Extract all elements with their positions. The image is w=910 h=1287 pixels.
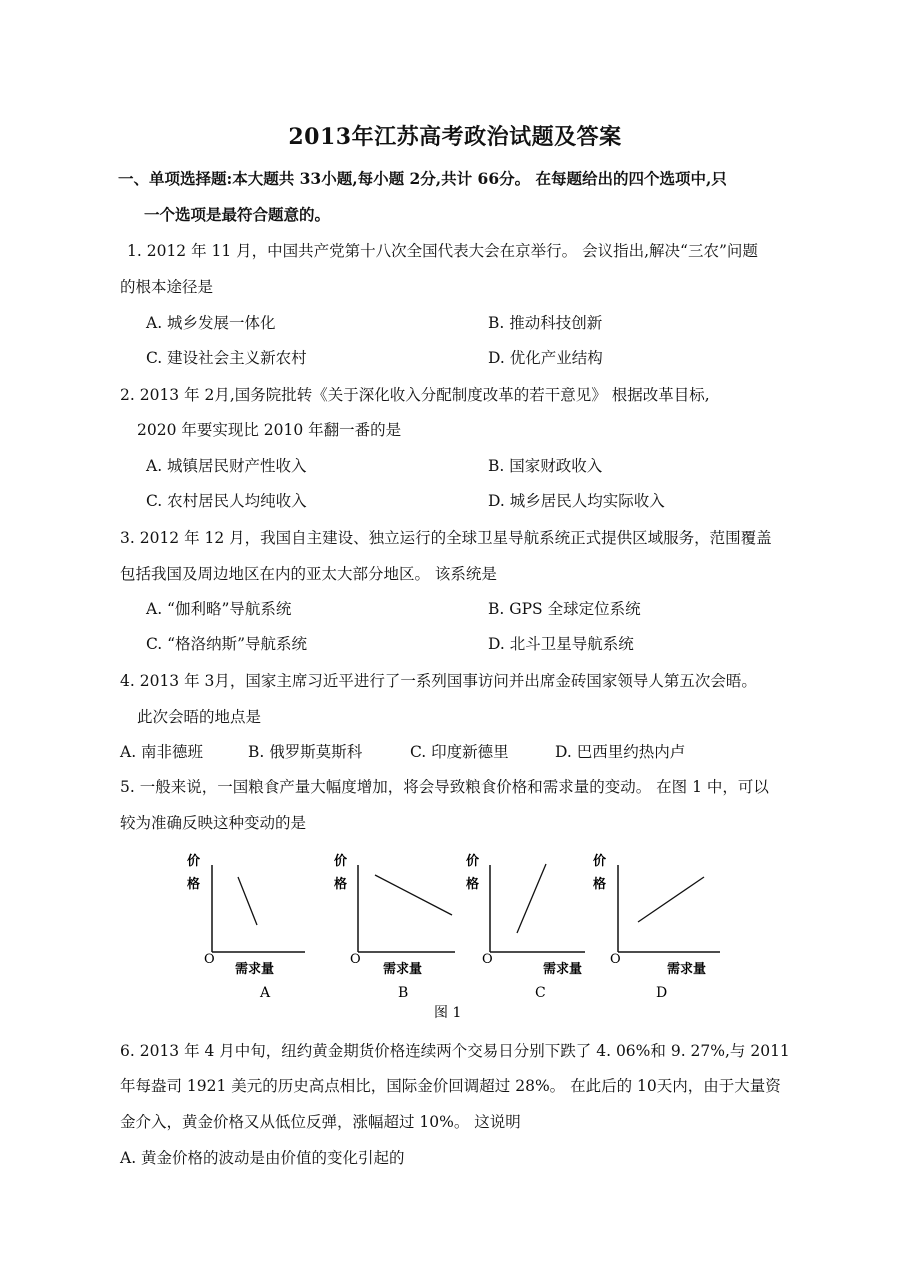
figure-panel-b [334, 853, 455, 1001]
x-label-b: 需求量 [383, 962, 423, 977]
origin-a: O [204, 952, 215, 967]
q6-option-a: A. 黄金价格的波动是由价值的变化引起的 [120, 1149, 405, 1167]
x-label-a: 需求量 [235, 962, 275, 977]
demand-curve-b [375, 875, 452, 915]
y-label-2-c: 格 [466, 877, 480, 892]
q3-option-b: B. GPS 全球定位系统 [488, 600, 641, 618]
q2-option-a: A. 城镇居民财产性收入 [146, 457, 307, 475]
section-heading-line-2: 一个选项是最符合题意的。 [144, 205, 331, 224]
figure-panel-a [187, 853, 305, 1001]
panel-label-d: D [656, 985, 668, 1001]
q2-option-c: C. 农村居民人均纯收入 [146, 492, 307, 510]
q1-option-c: C. 建设社会主义新农村 [146, 349, 307, 367]
x-label-d: 需求量 [667, 962, 707, 977]
panel-label-b: B [398, 985, 409, 1001]
q6-stem-line-3: 金介入，黄金价格又从低位反弹，涨幅超过 10%。 这说明 [120, 1113, 521, 1131]
q6-stem-line-1: 6. 2013 年 4 月中旬，纽约黄金期货价格连续两个交易日分别下跌了 4. 06%和 9. 27%,与 2011 [120, 1042, 790, 1060]
q5-stem-line-2: 较为准确反映这种变动的是 [120, 814, 307, 832]
section-heading-line-1: 一、单项选择题:本大题共 33小题,每小题 2分,共计 66分。 在每题给出的四个选项中,只 [118, 169, 727, 188]
panel-label-c: C [535, 985, 546, 1001]
origin-b: O [350, 952, 361, 967]
y-label-1-a: 价 [187, 854, 201, 869]
y-label-1-d: 价 [593, 854, 607, 869]
q3-option-a: A. “伽利略”导航系统 [146, 600, 292, 618]
q4-option-c: C. 印度新德里 [410, 743, 509, 761]
q4-option-d: D. 巴西里约热内卢 [555, 743, 686, 761]
demand-curve-c [517, 864, 546, 933]
page-title: 2013年江苏高考政治试题及答案 [288, 124, 622, 150]
demand-curve-a [238, 877, 257, 925]
q2-stem-line-1: 2. 2013 年 2月,国务院批转《关于深化收入分配制度改革的若干意见》 根据改革目标, [120, 386, 710, 404]
y-label-2-d: 格 [593, 877, 607, 892]
origin-c: O [482, 952, 493, 967]
q4-stem-line-1: 4. 2013 年 3月，国家主席习近平进行了一系列国事访问并出席金砖国家领导人第五次会晤。 [120, 672, 757, 690]
figure-1 [180, 845, 740, 1025]
figure-panel-c [466, 853, 585, 1001]
q4-option-a: A. 南非德班 [120, 743, 204, 761]
q1-stem-line-1: 1. 2012 年 11 月，中国共产党第十八次全国代表大会在京举行。 会议指出,解决“三农”问题 [127, 242, 758, 260]
panel-label-a: A [260, 985, 271, 1001]
q6-stem-line-2: 年每盎司 1921 美元的历史高点相比，国际金价回调超过 28%。 在此后的 10天内，由于大量资 [120, 1077, 781, 1095]
y-label-1-c: 价 [466, 854, 480, 869]
q1-option-a: A. 城乡发展一体化 [146, 314, 276, 332]
q3-option-c: C. “格洛纳斯”导航系统 [146, 635, 308, 653]
q1-option-b: B. 推动科技创新 [488, 314, 603, 332]
y-label-2-b: 格 [334, 877, 348, 892]
q2-option-d: D. 城乡居民人均实际收入 [488, 492, 665, 510]
figure-panel-d [593, 853, 720, 1001]
q3-option-d: D. 北斗卫星导航系统 [488, 635, 634, 653]
figure-caption: 图 1 [434, 1005, 462, 1021]
y-label-1-b: 价 [334, 854, 348, 869]
demand-curve-d [638, 877, 704, 922]
q1-stem-line-2: 的根本途径是 [120, 278, 214, 296]
q4-option-b: B. 俄罗斯莫斯科 [248, 743, 363, 761]
q2-stem-line-2: 2020 年要实现比 2010 年翻一番的是 [137, 421, 402, 439]
q5-stem-line-1: 5. 一般来说，一国粮食产量大幅度增加，将会导致粮食价格和需求量的变动。 在图 1 中，可以 [120, 778, 769, 796]
q1-option-d: D. 优化产业结构 [488, 349, 603, 367]
origin-d: O [610, 952, 621, 967]
q3-stem-line-1: 3. 2012 年 12 月，我国自主建设、独立运行的全球卫星导航系统正式提供区域服务，范围覆盖 [120, 529, 772, 547]
q3-stem-line-2: 包括我国及周边地区在内的亚太大部分地区。 该系统是 [120, 565, 497, 583]
q4-stem-line-2: 此次会晤的地点是 [137, 708, 262, 726]
y-label-2-a: 格 [187, 877, 201, 892]
q2-option-b: B. 国家财政收入 [488, 457, 603, 475]
x-label-c: 需求量 [543, 962, 583, 977]
